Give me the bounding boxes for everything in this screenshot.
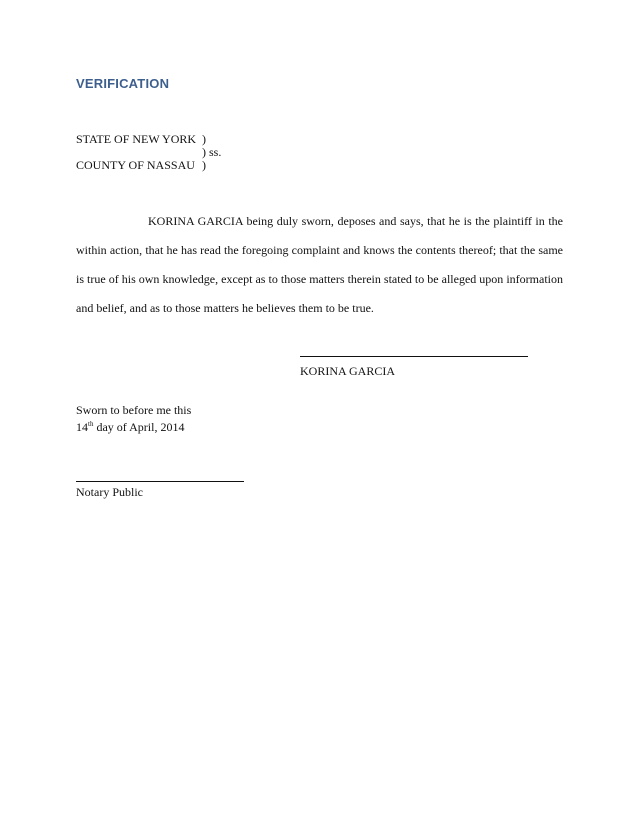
state-paren: ) [202,132,206,146]
sworn-day: 14 [76,420,88,434]
venue-county-row [76,159,221,172]
sworn-date [76,417,191,434]
sworn-day-suffix: th [88,420,94,428]
county-paren: ) [202,158,206,172]
sworn-block [76,403,191,434]
verification-body [76,207,563,323]
venue-block [76,133,221,172]
sworn-date-rest: day of April, 2014 [93,420,185,434]
notary-public-label: Notary Public [76,485,143,499]
county-label: COUNTY OF NASSAU [76,158,195,172]
signature-name: KORINA GARCIA [300,364,396,378]
venue-state-row [76,133,221,146]
sworn-line: Sworn to before me this [76,403,192,417]
ss-label: ) ss. [202,145,222,159]
state-label: STATE OF NEW YORK [76,132,197,146]
notary-signature-line [76,481,244,482]
verification-paragraph: KORINA GARCIA being duly sworn, deposes and says, that he is the plaintiff in the within action, that he has read the foregoing complaint and knows the contents thereof; that the same is true of his own knowledge, except as to those matters therein stated to be alleged upon information and belief, and as to those matters he believes them to be true. [76,214,563,315]
signature-line [300,356,528,357]
verification-heading: VERIFICATION [76,76,170,91]
